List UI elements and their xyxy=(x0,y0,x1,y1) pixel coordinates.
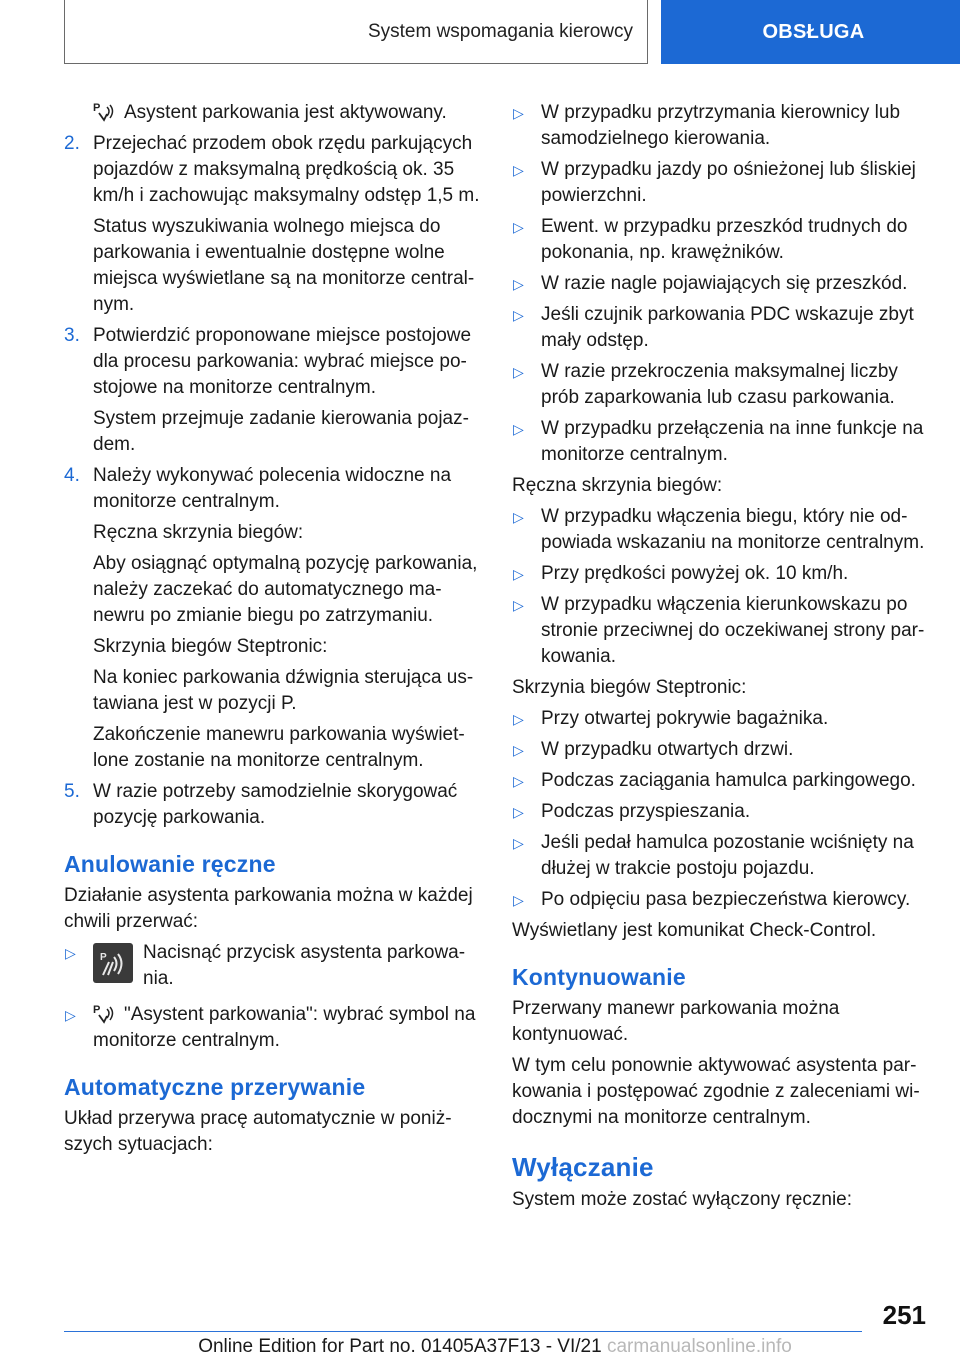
step-paragraph: Status wyszukiwania wolnego miejsca do parkowania i ewentualnie dostępne wolne miejsca wyświetlane są na monitorze centralnym. xyxy=(93,216,475,315)
step-paragraph: Na koniec parkowania dźwignia sterująca ustawiana jest w pozycji P. xyxy=(93,667,474,714)
list-item xyxy=(512,302,926,354)
bullet-text: Nacisnąć przycisk asystenta parkowania. xyxy=(143,942,466,989)
cancel-intro: Działanie asystenta parkowania można w każdej chwili przerwać: xyxy=(64,885,473,932)
page-number: 251 xyxy=(882,1300,926,1330)
list-item xyxy=(512,887,926,913)
check-control-message: Wyświetlany jest komunikat Check-Control. xyxy=(512,920,877,941)
bullet-text: Przy otwartej pokrywie bagażnika. xyxy=(541,708,829,729)
bullet-text: Podczas zaciągania hamulca parkingowego. xyxy=(541,770,916,791)
step-paragraph: W razie potrzeby samodzielnie skorygować pozycję parkowania. xyxy=(93,781,458,828)
park-assist-button-icon xyxy=(93,943,133,983)
list-item xyxy=(64,1002,480,1054)
list-item xyxy=(64,940,480,992)
triangle-right-icon: ▷ xyxy=(513,509,524,525)
triangle-right-icon: ▷ xyxy=(513,835,524,851)
triangle-right-icon: ▷ xyxy=(513,364,524,380)
bullet-text: W przypadku włączenia kierunkowskazu po stronie przeciwnej do oczekiwanej strony parkowania. xyxy=(541,594,925,667)
bullet-list-a xyxy=(512,100,926,468)
step-paragraph: Zakończenie manewru parkowania wyświetlone zostanie na monitorze centralnym. xyxy=(93,724,465,771)
step-paragraph: System przejmuje zadanie kierowania pojazdem. xyxy=(93,408,469,455)
step-4 xyxy=(64,463,480,774)
bullet-text: W przypadku przełączenia na inne funkcje na monitorze centralnym. xyxy=(541,418,924,465)
bullet-list-b xyxy=(512,504,926,670)
intro-text: Asystent parkowania jest aktywowany. xyxy=(124,102,447,123)
step-paragraph: Ręczna skrzynia biegów: xyxy=(93,522,304,543)
bullet-text: Ewent. w przypadku przeszkód trudnych do pokonania, np. krawężników. xyxy=(541,216,908,263)
triangle-right-icon: ▷ xyxy=(513,276,524,292)
step-paragraph: Potwierdzić proponowane miejsce postojowe dla procesu parkowania: wybrać miejsce postojowe na monitorze centralnym. xyxy=(93,325,472,398)
edition-text: Online Edition for Part no. 01405A37F13 - VI/21 xyxy=(198,1336,602,1357)
step-3 xyxy=(64,323,480,458)
triangle-right-icon: ▷ xyxy=(513,742,524,758)
step-number: 5. xyxy=(64,781,80,802)
list-item xyxy=(512,359,926,411)
intro-line xyxy=(64,100,480,126)
header-section-title xyxy=(64,0,648,64)
svg-text:P: P xyxy=(100,952,107,963)
triangle-right-icon: ▷ xyxy=(513,773,524,789)
list-item xyxy=(512,830,926,882)
step-number: 4. xyxy=(64,465,80,486)
list-item xyxy=(512,214,926,266)
step-paragraph: Należy wykonywać polecenia widoczne na monitorze centralnym. xyxy=(93,465,452,512)
triangle-right-icon: ▷ xyxy=(513,162,524,178)
step-2 xyxy=(64,131,480,318)
list-item xyxy=(512,768,926,794)
triangle-right-icon: ▷ xyxy=(65,945,76,961)
step-paragraph: Aby osiągnąć optymalną pozycję parkowania, należy zaczekać do automatycznego manewru po zmianie biegu po zatrzymaniu. xyxy=(93,553,478,626)
triangle-right-icon: ▷ xyxy=(513,566,524,582)
continue-paragraph: Przerwany manewr parkowania można kontynuować. xyxy=(512,998,840,1045)
triangle-right-icon: ▷ xyxy=(513,307,524,323)
list-item xyxy=(512,504,926,556)
right-column xyxy=(512,100,926,1218)
footer-rule xyxy=(64,1331,862,1332)
bullet-text: Jeśli czujnik parkowania PDC wskazuje zbyt mały odstęp. xyxy=(541,304,914,351)
header-tab-obsluga[interactable] xyxy=(661,0,960,64)
bullet-text: W przypadku jazdy po ośnieżonej lub śliskiej powierzchni. xyxy=(541,159,916,206)
step-5 xyxy=(64,779,480,831)
triangle-right-icon: ▷ xyxy=(513,892,524,908)
auto-intro: Układ przerywa pracę automatycznie w poniższych sytuacjach: xyxy=(64,1108,452,1155)
triangle-right-icon: ▷ xyxy=(513,711,524,727)
section-title-text: System wspomagania kierowcy xyxy=(367,20,633,42)
bullet-text: Po odpięciu pasa bezpieczeństwa kierowcy. xyxy=(541,889,911,910)
bullet-text: Podczas przyspieszania. xyxy=(541,801,751,822)
list-item xyxy=(512,737,926,763)
list-item xyxy=(512,416,926,468)
triangle-right-icon: ▷ xyxy=(513,219,524,235)
tab-label: OBSŁUGA xyxy=(762,20,865,43)
triangle-right-icon: ▷ xyxy=(513,105,524,121)
svg-text:P: P xyxy=(93,102,101,114)
park-assist-icon xyxy=(93,100,117,122)
list-item xyxy=(512,706,926,732)
heading-wylaczanie: Wyłączanie xyxy=(512,1152,654,1182)
bullet-text: W przypadku otwartych drzwi. xyxy=(541,739,794,760)
bullet-text: W razie nagle pojawiających się przeszkód. xyxy=(541,273,908,294)
continue-paragraph: W tym celu ponownie aktywować asystenta parkowania i postępować zgodnie z zaleceniami widocznymi na monitorze centralnym. xyxy=(512,1055,920,1128)
bullet-text: Przy prędkości powyżej ok. 10 km/h. xyxy=(541,563,849,584)
step-paragraph: Skrzynia biegów Steptronic: xyxy=(93,636,328,657)
park-assist-icon xyxy=(93,1002,117,1024)
heading-kontynuowanie: Kontynuowanie xyxy=(512,964,686,990)
heading-automatyczne: Automatyczne przerywanie xyxy=(64,1074,366,1100)
list-item xyxy=(512,100,926,152)
bullet-list-c xyxy=(512,706,926,913)
list-item xyxy=(512,592,926,670)
step-number: 3. xyxy=(64,325,80,346)
step-paragraph: Przejechać przodem obok rzędu parkujących pojazdów z maksymalną prędkością ok. 35 km/h i zachowując maksymalny odstęp 1,5 m. xyxy=(93,133,480,206)
step-number: 2. xyxy=(64,133,80,154)
triangle-right-icon: ▷ xyxy=(513,597,524,613)
footer-edition xyxy=(0,1336,960,1358)
left-column xyxy=(64,100,480,1163)
bullet-text: "Asystent parkowania": wybrać symbol na monitorze centralnym. xyxy=(93,1004,476,1051)
list-item xyxy=(512,799,926,825)
triangle-right-icon: ▷ xyxy=(513,421,524,437)
heading-anulowanie: Anulowanie ręczne xyxy=(64,851,276,877)
watermark: carmanualsonline.info xyxy=(606,1336,792,1357)
list-item xyxy=(512,561,926,587)
triangle-right-icon: ▷ xyxy=(65,1007,76,1023)
bullet-text: W razie przekroczenia maksymalnej liczby prób zaparkowania lub czasu parkowania. xyxy=(541,361,898,408)
steptronic-label: Skrzynia biegów Steptronic: xyxy=(512,677,747,698)
list-item xyxy=(512,157,926,209)
off-paragraph: System może zostać wyłączony ręcznie: xyxy=(512,1189,853,1210)
manual-gearbox-label: Ręczna skrzynia biegów: xyxy=(512,475,723,496)
bullet-text: Jeśli pedał hamulca pozostanie wciśnięty na dłużej w trakcie postoju pojazdu. xyxy=(541,832,914,879)
svg-text:P: P xyxy=(93,1004,101,1016)
list-item xyxy=(512,271,926,297)
bullet-text: W przypadku włączenia biegu, który nie odpowiada wskazaniu na monitorze centralnym. xyxy=(541,506,925,553)
triangle-right-icon: ▷ xyxy=(513,804,524,820)
bullet-text: W przypadku przytrzymania kierownicy lub samodzielnego kierowania. xyxy=(541,102,901,149)
